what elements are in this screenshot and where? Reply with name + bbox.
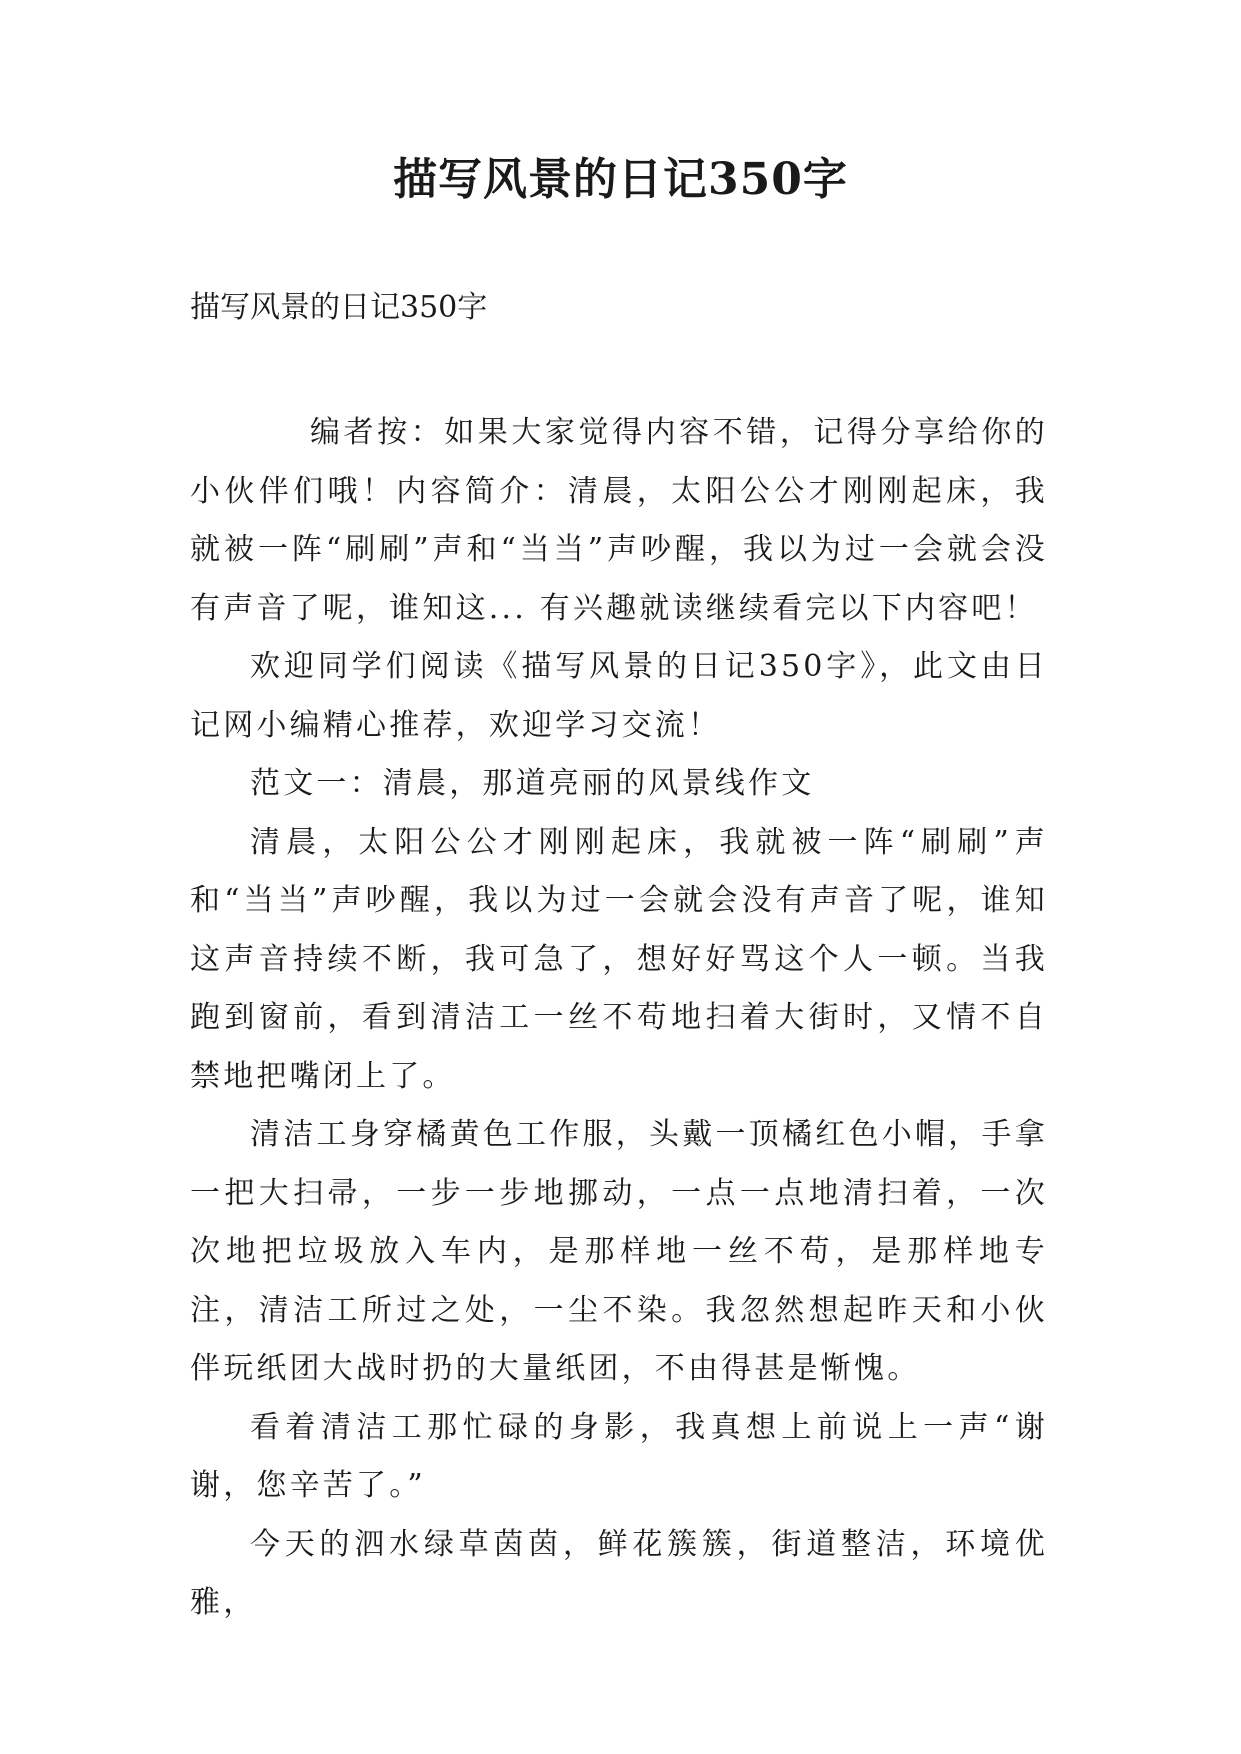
document-body bbox=[190, 404, 1048, 1633]
body-paragraph: 清洁工身穿橘黄色工作服，头戴一顶橘红色小帽，手拿一把大扫帚，一步一步地挪动，一点一点地清扫着，一次次地把垃圾放入车内，是那样地一丝不苟，是那样地专注，清洁工所过之处，一尘不染。我忽然想起昨天和小伙伴玩纸团大战时扔的大量纸团，不由得甚是惭愧。 bbox=[190, 1117, 1048, 1386]
sample-heading: 范文一：清晨，那道亮丽的风景线作文 bbox=[250, 766, 815, 801]
document-title: 描写风景的日记350字 bbox=[393, 154, 848, 205]
body-paragraph: 清晨，太阳公公才刚刚起床，我就被一阵“刷刷”声和“当当”声吵醒，我以为过一会就会没有声音了呢，谁知这声音持续不断，我可急了，想好好骂这个人一顿。当我跑到窗前，看到清洁工一丝不苟地扫着大街时，又情不自禁地把嘴闭上了。 bbox=[190, 824, 1048, 1094]
body-paragraph: 今天的泗水绿草茵茵，鲜花簇簇，街道整洁，环境优雅， bbox=[190, 1526, 1048, 1620]
welcome-paragraph: 欢迎同学们阅读《描写风景的日记350字》，此文由日记网小编精心推荐，欢迎学习交流！ bbox=[190, 649, 1048, 743]
body-paragraph: 看着清洁工那忙碌的身影，我真想上前说上一声“谢谢，您辛苦了。” bbox=[190, 1409, 1048, 1503]
editor-note-paragraph: 编者按：如果大家觉得内容不错，记得分享给你的小伙伴们哦！内容简介：清晨，太阳公公才刚刚起床，我就被一阵“刷刷”声和“当当”声吵醒，我以为过一会就会没有声音了呢，谁知这... 有兴趣就读继续看完以下内容吧！ bbox=[190, 415, 1048, 626]
document-subtitle: 描写风景的日记350字 bbox=[190, 290, 488, 325]
